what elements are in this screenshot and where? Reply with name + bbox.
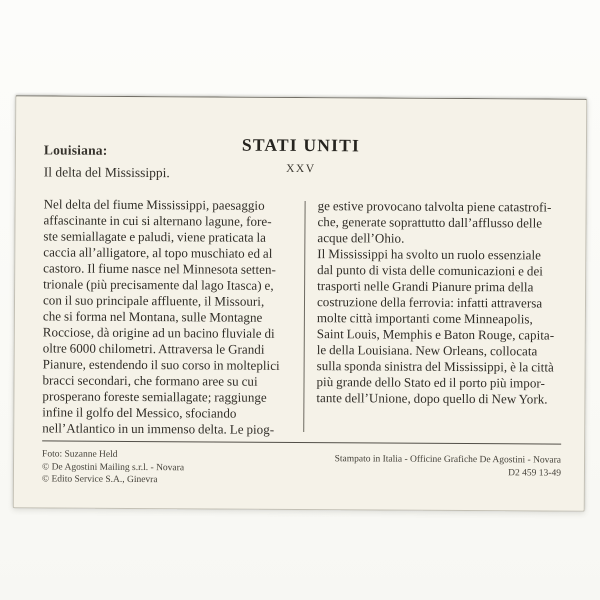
title-block [16,133,586,177]
print-code: D2 459 13-49 [508,467,561,479]
printer-block [334,453,561,479]
credits-block [42,448,184,486]
card-number: XXV [286,162,316,176]
body-columns [16,196,586,437]
postcard-back [13,95,588,511]
card-title: STATI UNITI [241,134,361,156]
credit-copyright-2: © Edito Service S.A., Ginevra [41,474,158,486]
credit-copyright-1: © De Agostini Mailing s.r.l. - Novara [41,461,185,473]
body-text-left-column: Nel delta del fiume Mississippi, paesaggio affascinante in cui si alternano lagune, fore- ste semiallagate e paludi, viene praticata la caccia all’alligatore, al topo muschiato ed al castoro. Il fiume nasce nel Minnesota setten- trionale (più precisamente dal lago Itasca) e, con il suo principale affluente, il Missouri, che si forma nel Montana, sulle Montagne Rocciose, dà origine ad un bacino fluviale di oltre 6000 chilometri. Attraversa le Grandi Pianure, estendendo il suo corso in molteplici bracci secondari, che formano aree su cui prosperano foreste semiallagate; raggiunge infine il golfo del Messico, sfociando nell’Atlantico in un immenso delta. Le piog- [42,196,280,437]
column-divider-line [303,201,305,432]
printer-line: Stampato in Italia - Officine Grafiche De Agostini - Novara [334,454,562,466]
body-text-right-column: ge estive provocano talvolta piene catastrofi- che, generate soprattutto dall’afflusso delle acque dell’Ohio. Il Mississippi ha svolto un ruolo essenziale dal punto di vista delle comunicazioni e dei trasporti nelle Grandi Pianure prima della costruzione della ferrovia: infatti attraversa molte città importanti come Minneapolis, Saint Louis, Memphis e Baton Rouge, capita- le della Louisiana. New Orleans, collocata sulla sponda sinistra del Mississippi, è la città più grande dello Stato ed il porto più impor- tante dell’Unione, dopo quello di New York. [316,198,555,407]
credit-photo: Foto: Suzanne Held [42,449,118,460]
footer-separator-rule [42,440,561,444]
region-title: Louisiana: [43,142,108,158]
region-subtitle: Il delta del Mississippi. [43,164,170,181]
